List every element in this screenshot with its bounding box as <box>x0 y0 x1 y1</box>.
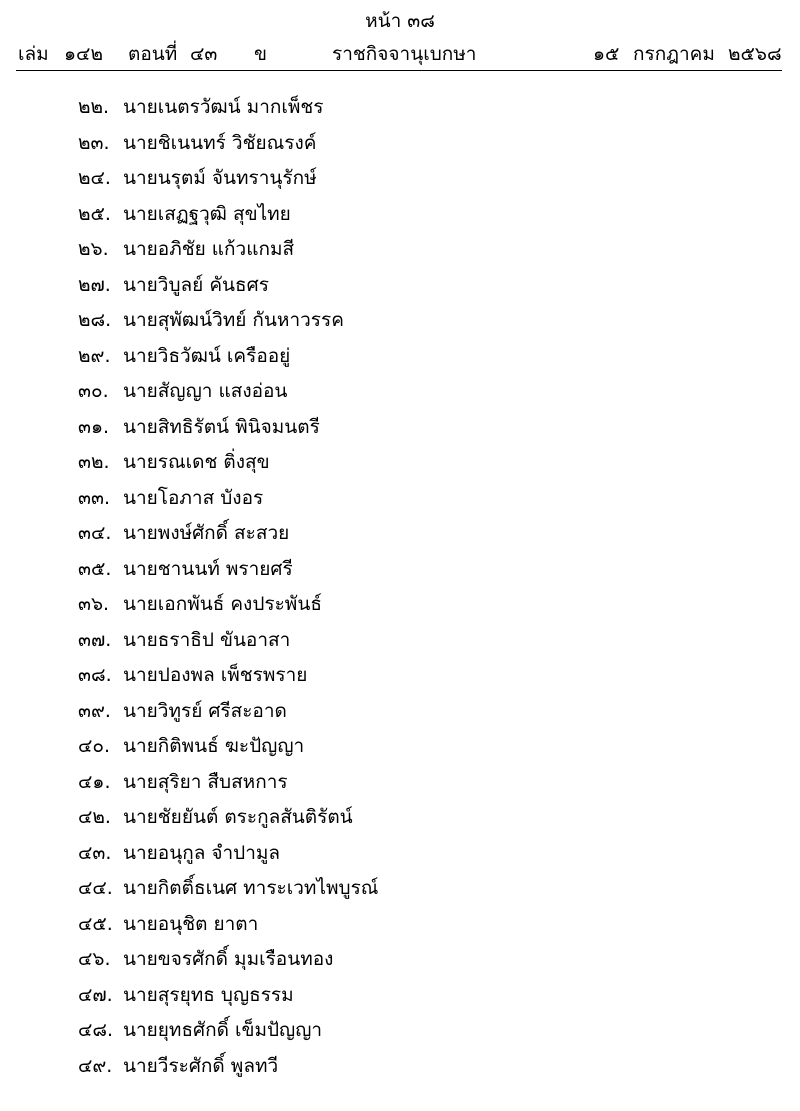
list-item <box>0 942 800 978</box>
list-item <box>0 871 800 907</box>
list-item-name: นายกิติพนธ์ ฆะปัญญา <box>123 735 305 757</box>
list-item <box>0 1013 800 1049</box>
list-item-name: นายชิเนนทร์ วิชัยณรงค์ <box>123 131 317 154</box>
volume-label: เล่ม <box>18 43 49 65</box>
list-item <box>0 800 800 836</box>
list-item-number: ๒๙. <box>78 344 111 367</box>
list-item-number: ๒๖. <box>78 238 109 260</box>
list-item <box>0 836 800 872</box>
list-item-name: นายสุพัฒน์วิทย์ กันหาวรรค <box>123 309 344 331</box>
list-item-number: ๒๔. <box>78 167 111 189</box>
list-item-name: นายวีระศักดิ์ พูลทวี <box>123 1054 279 1077</box>
list-item-name: นายวิธวัฒน์ เครืออยู่ <box>123 344 291 367</box>
list-item-number: ๔๓. <box>78 841 112 864</box>
list-item-number: ๔๑. <box>78 770 111 793</box>
list-item <box>0 658 800 694</box>
list-item-name: นายวิทูรย์ ศรีสะอาด <box>123 699 287 722</box>
list-item-number: ๒๗. <box>78 273 111 296</box>
list-item <box>0 623 800 659</box>
list-item <box>0 232 800 268</box>
list-item-name: นายโอภาส บังอร <box>123 486 264 509</box>
list-item-number: ๒๓. <box>78 131 110 154</box>
list-item-number: ๓๗. <box>78 628 112 651</box>
list-item-number: ๓๕. <box>78 557 112 580</box>
list-item-name: นายขจรศักดิ์ มุมเรือนทอง <box>123 948 334 970</box>
list-item-number: ๒๕. <box>78 202 111 225</box>
list-item <box>0 197 800 233</box>
list-item-number: ๓๔. <box>78 522 112 544</box>
list-item-number: ๓๒. <box>78 451 110 473</box>
list-item-name: นายเนตรวัฒน์ มากเพ็ชร <box>123 96 324 118</box>
gazette-header <box>0 40 800 68</box>
section-letter: ข <box>254 43 267 65</box>
list-item <box>0 90 800 126</box>
volume-number: ๑๔๒ <box>64 43 103 65</box>
list-item-number: ๔๙. <box>78 1054 113 1077</box>
list-item <box>0 694 800 730</box>
list-item-number: ๓๘. <box>78 664 112 686</box>
issue-label: ตอนที่ <box>128 43 178 65</box>
list-item <box>0 907 800 943</box>
list-item <box>0 374 800 410</box>
list-item-number: ๓๑. <box>78 415 110 438</box>
list-item-name: นายอนุกูล จำปามูล <box>123 841 281 864</box>
list-item-number: ๔๘. <box>78 1019 114 1041</box>
list-item-number: ๔๔. <box>78 877 113 899</box>
list-item-name: นายสัญญา แสงอ่อน <box>123 380 288 402</box>
list-item <box>0 481 800 517</box>
list-item-number: ๒๘. <box>78 309 112 331</box>
list-item-number: ๔๖. <box>78 948 111 970</box>
list-item-name: นายเสฏฐวุฒิ สุขไทย <box>123 202 291 225</box>
list-item-name: นายสุริยา สืบสหการ <box>123 770 288 793</box>
list-item-number: ๓๙. <box>78 699 111 722</box>
list-item-number: ๓๖. <box>78 593 110 615</box>
list-item <box>0 268 800 304</box>
list-item <box>0 126 800 162</box>
list-item <box>0 765 800 801</box>
list-item-name: นายธราธิป ขันอาสา <box>123 628 291 651</box>
list-item <box>0 161 800 197</box>
list-item <box>0 445 800 481</box>
list-item-name: นายกิตติ์ธเนศ ทาระเวทไพบูรณ์ <box>123 877 379 899</box>
name-list <box>0 90 800 1084</box>
list-item-name: นายสุรยุทธ บุญธรรม <box>123 983 294 1006</box>
header-divider <box>16 70 782 71</box>
list-item-number: ๔๒. <box>78 806 111 828</box>
date-year: ๒๕๖๘ <box>728 43 782 65</box>
list-item <box>0 410 800 446</box>
list-item-name: นายพงษ์ศักดิ์ สะสวย <box>123 522 290 544</box>
list-item-name: นายนรุตม์ จันทรานุรักษ์ <box>123 167 317 189</box>
list-item <box>0 339 800 375</box>
list-item <box>0 516 800 552</box>
list-item-name: นายยุทธศักดิ์ เข็มปัญญา <box>123 1019 323 1041</box>
list-item-name: นายรณเดช ติ่งสุข <box>123 451 270 473</box>
list-item-name: นายสิทธิรัตน์ พินิจมนตรี <box>123 415 320 438</box>
issue-number: ๔๓ <box>190 43 218 65</box>
list-item-name: นายชานนท์ พรายศรี <box>123 557 293 580</box>
list-item-number: ๓๓. <box>78 486 111 509</box>
list-item-number: ๔๕. <box>78 912 113 935</box>
list-item <box>0 303 800 339</box>
gazette-title: ราชกิจจานุเบกษา <box>332 43 477 65</box>
list-item-name: นายปองพล เพ็ชรพราย <box>123 664 308 686</box>
date-day: ๑๕ <box>593 43 620 65</box>
list-item-number: ๓๐. <box>78 380 109 402</box>
date-month: กรกฎาคม <box>633 43 715 65</box>
list-item <box>0 552 800 588</box>
list-item-name: นายเอกพันธ์ คงประพันธ์ <box>123 593 322 615</box>
list-item-number: ๒๒. <box>78 96 110 118</box>
list-item-number: ๔๗. <box>78 983 113 1006</box>
list-item-name: นายอนุชิต ยาตา <box>123 912 259 935</box>
list-item <box>0 978 800 1014</box>
list-item-name: นายอภิชัย แก้วแกมสี <box>123 238 295 260</box>
list-item <box>0 729 800 765</box>
page-number: หน้า ๓๘ <box>365 10 435 32</box>
list-item-number: ๔๐. <box>78 735 111 757</box>
list-item-name: นายวิบูลย์ คันธศร <box>123 273 269 296</box>
list-item <box>0 587 800 623</box>
list-item-name: นายชัยยันต์ ตระกูลสันติรัตน์ <box>123 806 353 828</box>
list-item <box>0 1049 800 1085</box>
